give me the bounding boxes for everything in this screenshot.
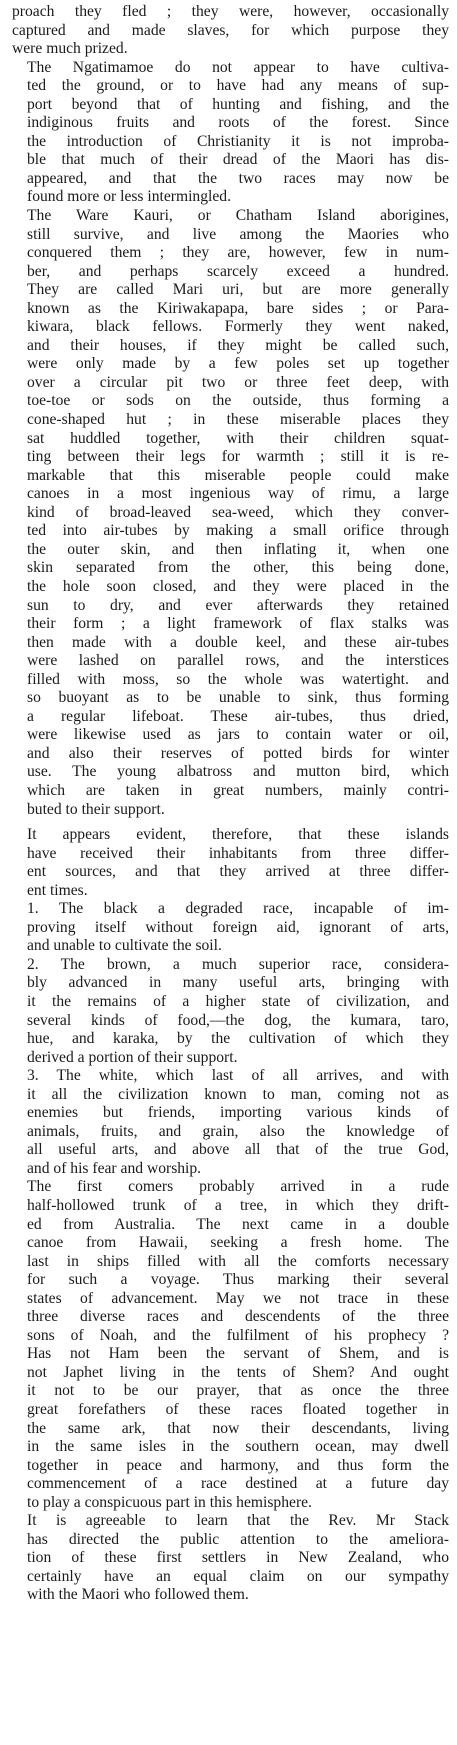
text-line: ted the ground, or to have had any means of sup- <box>27 77 449 95</box>
text-line: found more or less intermingled. <box>27 188 231 206</box>
text-line: It is agreeable to learn that the Rev. Mr Stack <box>27 1512 449 1530</box>
text-line: cone-shaped hut ; in these miserable places they <box>27 411 449 429</box>
text-line: it all the civilization known to man, coming not as <box>27 1085 449 1103</box>
text-line: their form ; a light framework of flax stalks was <box>27 615 449 633</box>
text-line: kiwara, black fellows. Formerly they went naked, <box>27 318 449 336</box>
text-line: proach they fled ; they were, however, occasionally <box>12 3 449 20</box>
text-line: appeared, and that the two races may now be <box>27 169 449 187</box>
text-line: Has not Ham been the servant of Shem, and is <box>27 1345 449 1363</box>
text-line: for such a voyage. Thus marking their several <box>27 1271 449 1289</box>
text-line: in the same isles in the southern ocean, may dwell <box>27 1438 449 1456</box>
text-line: the hole soon closed, and they were placed in the <box>27 577 449 595</box>
text-line: together in peace and harmony, and thus form the <box>27 1456 449 1474</box>
text-line: toe-toe or sods on the outside, thus forming a <box>27 392 449 410</box>
text-line: still survive, and live among the Maories who <box>27 225 449 243</box>
text-line: 1. The black a degraded race, incapable of im- <box>27 900 449 918</box>
text-line: states of advancement. May we not trace in these <box>27 1289 449 1307</box>
text-line: has directed the public attention to the ameliora- <box>27 1530 449 1548</box>
text-line: commencement of a race destined at a future day <box>27 1475 449 1493</box>
text-line: 3. The white, which last of all arrives, and with <box>27 1067 449 1085</box>
text-line: so buoyant as to be unable to sink, thus forming <box>27 689 449 707</box>
text-line: ed from Australia. The next came in a double <box>27 1215 449 1233</box>
text-line: were much prized. <box>12 40 128 58</box>
text-line: were only made by a few poles set up together <box>27 355 449 373</box>
text-line: to play a conspicuous part in this hemisphere. <box>27 1493 312 1511</box>
paragraph-5 <box>12 900 449 956</box>
text-line: and their houses, if they might be called such, <box>27 336 449 354</box>
text-line: ent sources, and that they arrived at three differ- <box>27 863 449 881</box>
text-line: derived a portion of their support. <box>27 1048 238 1066</box>
paragraph-7 <box>12 1067 449 1178</box>
text-line: canoe from Hawaii, seeking a fresh home. The <box>27 1234 449 1252</box>
text-line: They are called Mari uri, but are more generally <box>27 281 449 299</box>
text-line: The first comers probably arrived in a rude <box>27 1178 449 1196</box>
text-line: certainly have an equal claim on our sympathy <box>27 1567 449 1585</box>
text-line: It appears evident, therefore, that these islands <box>27 826 449 844</box>
text-line: the outer skin, and then inflating it, when one <box>27 540 449 558</box>
text-line: conquered them ; they are, however, few in num- <box>27 244 449 262</box>
text-line: buted to their support. <box>27 800 165 818</box>
text-line: were likewise used as jars to contain water or oil, <box>27 726 449 744</box>
text-line: ber, and perhaps scarcely exceed a hundred. <box>27 262 449 280</box>
text-line: ble that much of their dread of the Maori has dis- <box>27 151 449 169</box>
paragraph-8 <box>12 1178 449 1512</box>
text-line: several kinds of food,—the dog, the kumara, taro, <box>27 1011 449 1029</box>
text-line: and of his fear and worship. <box>27 1159 202 1177</box>
text-line: ent times. <box>27 881 88 899</box>
text-line: The Ware Kauri, or Chatham Island aborigines, <box>27 207 449 225</box>
text-line: the same ark, that now their descendants, living <box>27 1419 449 1437</box>
text-line: it not to be our prayer, that as once the three <box>27 1382 449 1400</box>
text-line: sat huddled together, with their children squat- <box>27 429 449 447</box>
text-line: filled with moss, so the whole was watertight. and <box>27 670 449 688</box>
text-line: bly advanced in many useful arts, bringing with <box>27 974 449 992</box>
text-line: captured and made slaves, for which purpose they <box>12 21 449 39</box>
paragraph-2 <box>12 59 449 207</box>
text-line: known as the Kiriwakapapa, bare sides ; or Para- <box>27 299 449 317</box>
text-line: use. The young albatross and mutton bird, which <box>27 763 449 781</box>
text-line: proving itself without foreign aid, ignorant of arts, <box>27 918 449 936</box>
text-line: and also their reserves of potted birds for winter <box>27 744 449 762</box>
text-line: indiginous fruits and roots of the forest. Since <box>27 114 449 132</box>
text-line: tion of these first settlers in New Zealand, who <box>27 1549 449 1567</box>
paragraph-3 <box>12 207 449 819</box>
text-line: hue, and karaka, by the cultivation of which they <box>27 1030 449 1048</box>
text-line: have received their inhabitants from three differ- <box>27 844 449 862</box>
text-line: skin separated from the other, this being done, <box>27 559 449 577</box>
text-line: a regular lifeboat. These air-tubes, thus dried, <box>27 707 449 725</box>
text-line: which are taken in great numbers, mainly contri- <box>27 781 449 799</box>
paragraph-6 <box>12 956 449 1067</box>
text-line: half-hollowed trunk of a tree, in which they drift- <box>27 1197 449 1214</box>
text-line: canoes in a most ingenious way of rimu, a large <box>27 485 449 503</box>
text-line: not Japhet living in the tents of Shem? And ought <box>27 1363 449 1381</box>
text-line: all useful arts, and above all that of the true God, <box>27 1141 449 1159</box>
paragraph-1 <box>12 3 449 59</box>
paragraph-4 <box>12 826 449 900</box>
text-line: sun to dry, and ever afterwards they retained <box>27 596 449 614</box>
text-line: ting between their legs for warmth ; still it is re- <box>27 448 449 466</box>
text-line: three diverse races and descendents of the three <box>27 1308 449 1326</box>
text-line: port beyond that of hunting and fishing, and the <box>27 95 449 113</box>
text-line: animals, fruits, and grain, also the knowledge of <box>27 1122 449 1140</box>
paragraph-9 <box>12 1512 449 1605</box>
text-line: with the Maori who followed them. <box>27 1586 249 1604</box>
text-line: and unable to cultivate the soil. <box>27 937 222 955</box>
text-line: then made with a double keel, and these air-tubes <box>27 633 449 651</box>
text-line: 2. The brown, a much superior race, considera- <box>27 955 449 973</box>
text-line: The Ngatimamoe do not appear to have cultiva- <box>27 58 449 76</box>
text-line: over a circular pit two or three feet deep, with <box>27 373 449 391</box>
text-line: markable that this miserable people could make <box>27 466 449 484</box>
text-line: it the remains of a higher state of civilization, and <box>27 992 449 1010</box>
text-line: sons of Noah, and the fulfilment of his prophecy ? <box>27 1326 449 1344</box>
text-line: enemies but friends, importing various kinds of <box>27 1104 449 1122</box>
text-line: last in ships filled with all the comforts necessary <box>27 1252 449 1270</box>
text-line: were lashed on parallel rows, and the interstices <box>27 652 449 670</box>
text-line: ted into air-tubes by making a small orifice through <box>27 522 449 540</box>
text-line: great forefathers of these races floated together in <box>27 1401 449 1419</box>
text-line: kind of broad-leaved sea-weed, which they conver- <box>27 503 449 521</box>
text-line: the introduction of Christianity it is not improba- <box>27 132 449 150</box>
